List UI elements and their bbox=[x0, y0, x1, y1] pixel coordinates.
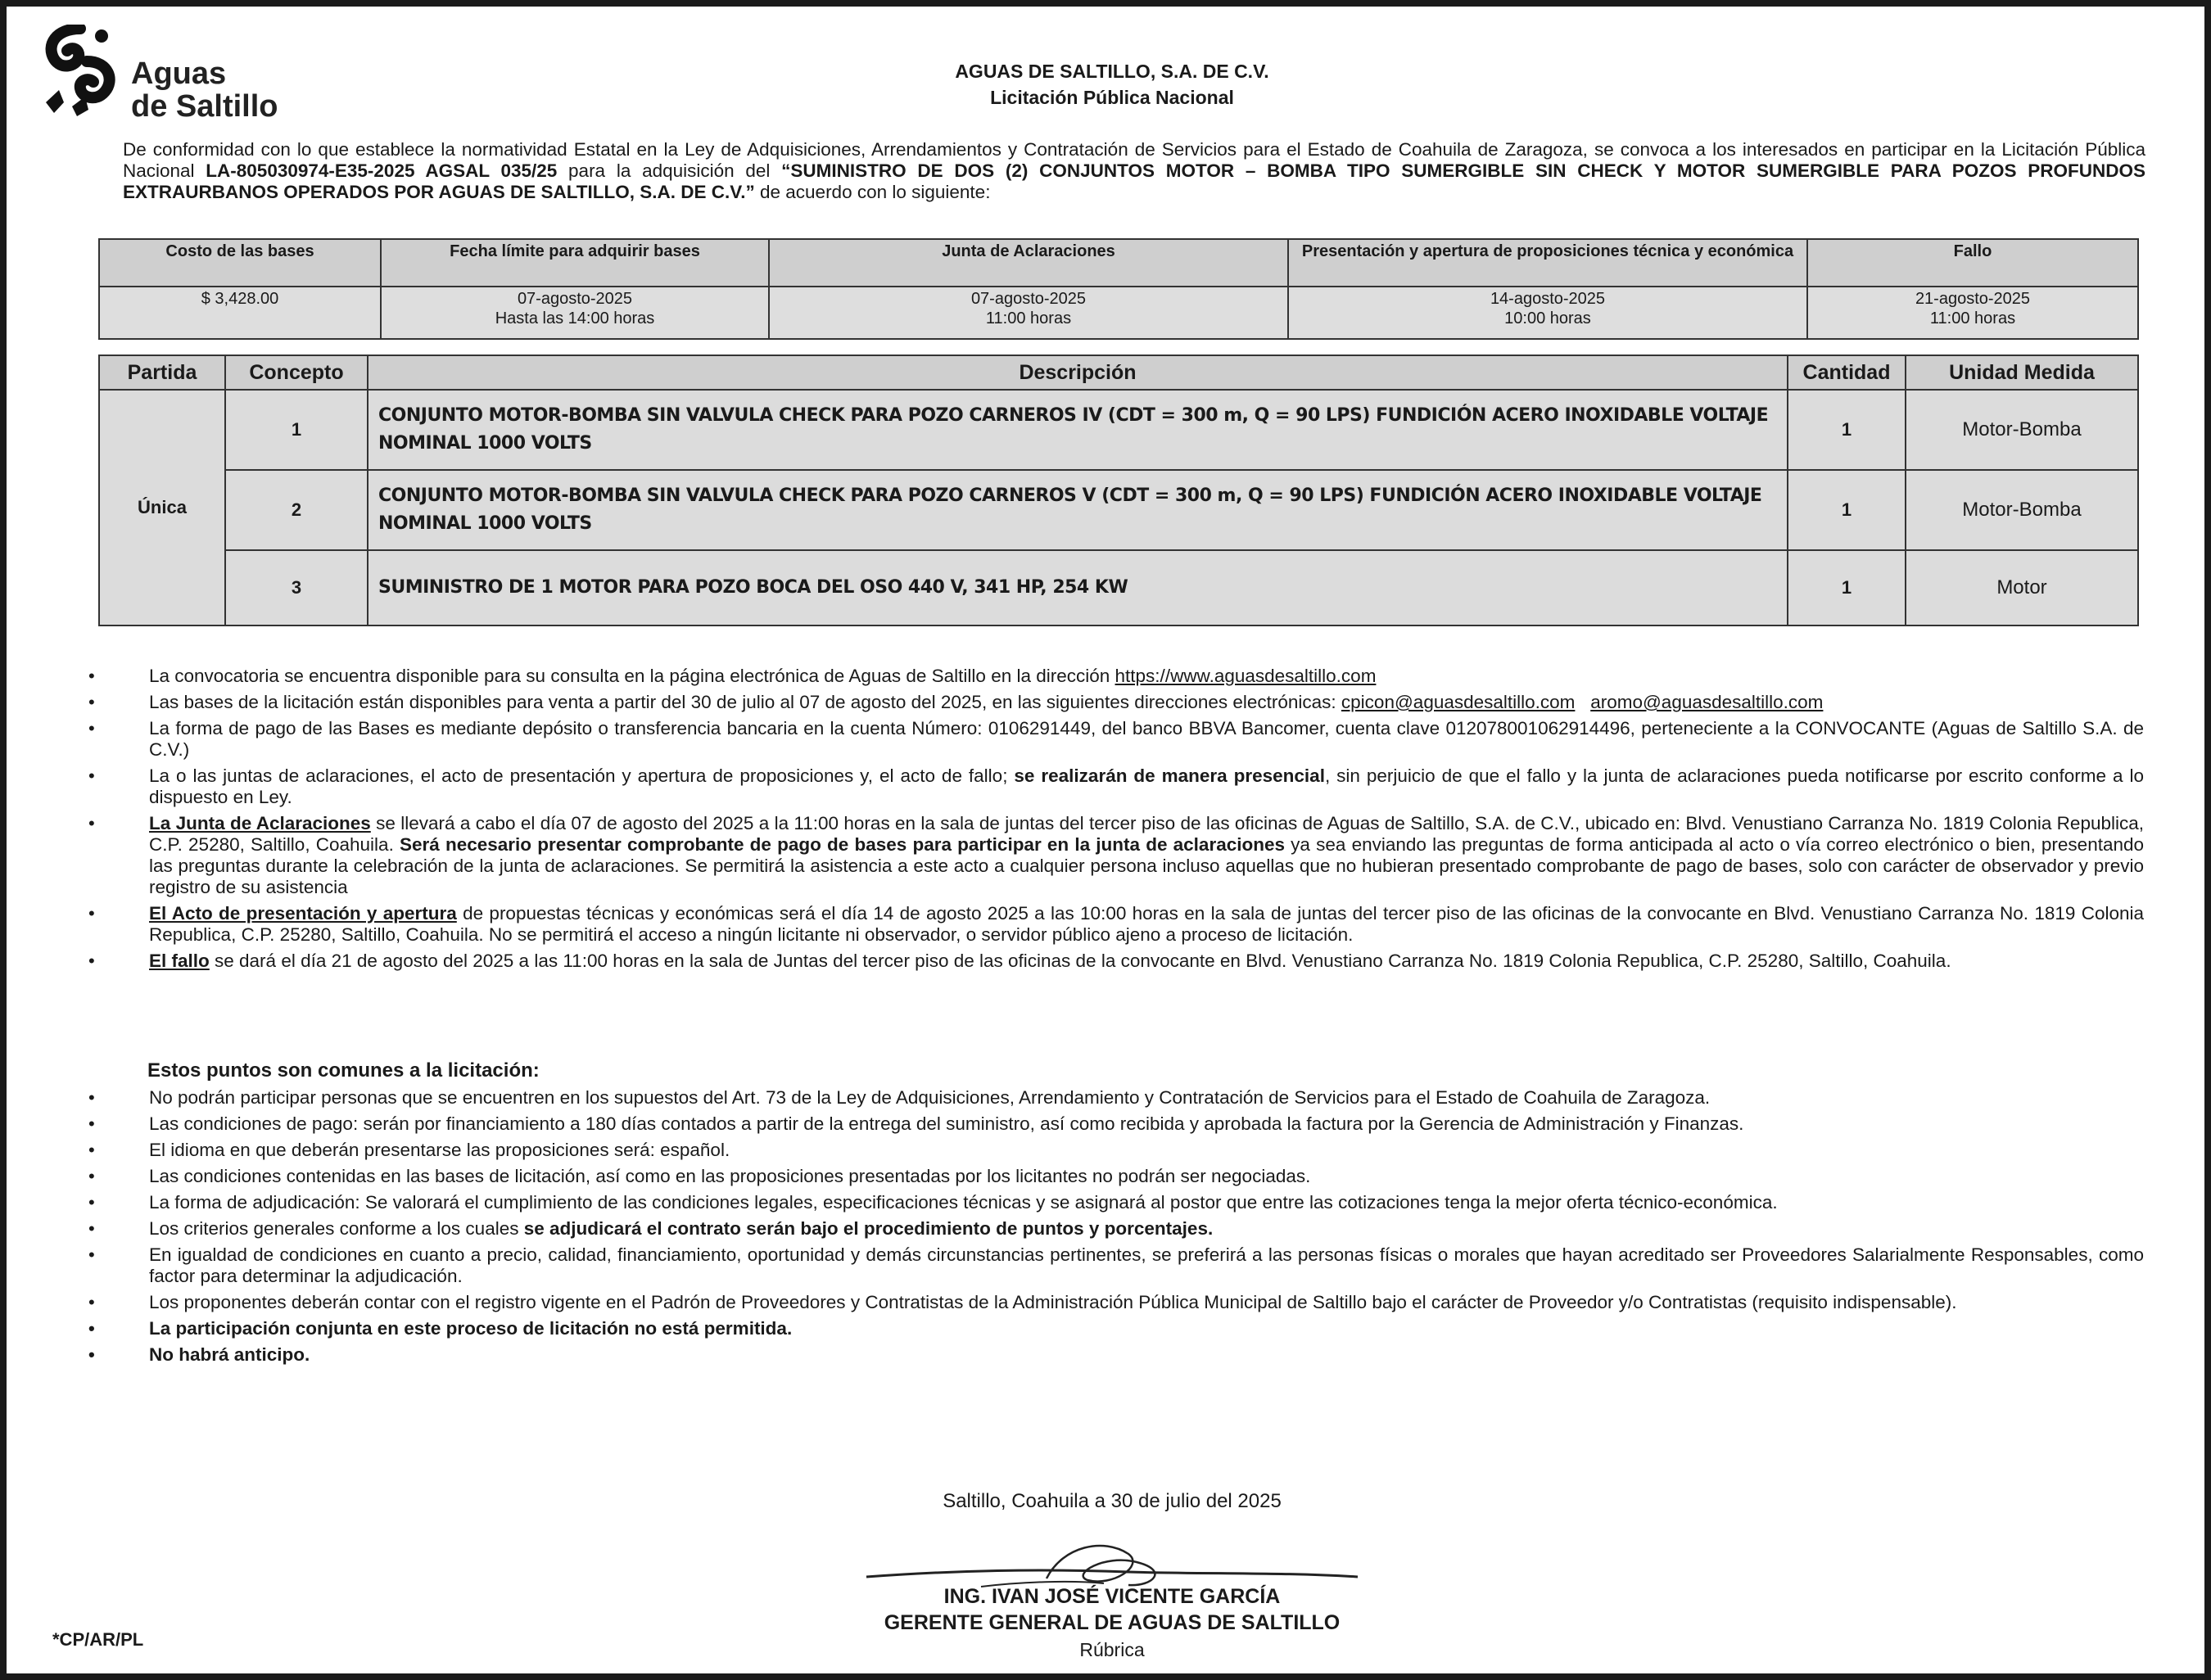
list-item bbox=[88, 1140, 2144, 1161]
schedule-apertura bbox=[1288, 287, 1807, 339]
list-item bbox=[88, 1113, 2144, 1135]
bullet-text: Los proponentes deberán contar con el registro vigente en el Padrón de Proveedores y Contratistas de la Administración Pública Municipal de Saltillo bajo el carácter de Proveedor y/o Contratistas (requisito indispensable). bbox=[149, 1292, 1957, 1312]
bullet-icon: • bbox=[88, 1318, 95, 1339]
schedule-header-apertura: Presentación y apertura de proposiciones técnica y económica bbox=[1288, 239, 1807, 287]
bullet-text: se dará el día 21 de agosto del 2025 a las 11:00 horas en la sala de Juntas del tercer piso de las oficinas de la convocante en Blvd. Venustiano Carranza No. 1819 Colonia Republica, C.P. 25280, Saltillo, Coahuila. bbox=[209, 951, 1951, 971]
schedule-header-deadline: Fecha límite para adquirir bases bbox=[381, 239, 769, 287]
list-item bbox=[88, 1166, 2144, 1187]
list-item bbox=[88, 903, 2144, 946]
tender-code: LA-805030974-E35-2025 AGSAL 035/25 bbox=[206, 160, 558, 181]
bullet-bold: se realizarán de manera presencial bbox=[1014, 765, 1325, 786]
email-link-2[interactable]: aromo@aguasdesaltillo.com bbox=[1590, 692, 1824, 712]
place-date: Saltillo, Coahuila a 30 de julio del 2025 bbox=[943, 1490, 1282, 1512]
bullet-icon: • bbox=[88, 1087, 95, 1108]
descripcion-cell: SUMINISTRO DE 1 MOTOR PARA POZO BOCA DEL OSO 440 V, 341 HP, 254 KW bbox=[368, 550, 1788, 625]
bullet-icon: • bbox=[88, 1113, 95, 1134]
bullet-text: La o las juntas de aclaraciones, el acto de presentación y apertura de proposiciones y, el acto de fallo; bbox=[149, 765, 1015, 786]
list-item bbox=[88, 692, 2144, 713]
common-points-title: Estos puntos son comunes a la licitación: bbox=[147, 1059, 540, 1082]
list-item bbox=[88, 1292, 2144, 1313]
intro-paragraph bbox=[123, 139, 2145, 203]
bullet-bold: Será necesario presentar comprobante de pago de bases para participar en la junta de aclaraciones bbox=[400, 834, 1285, 855]
bullet-icon: • bbox=[88, 718, 95, 738]
list-item bbox=[88, 1087, 2144, 1109]
list-item bbox=[88, 718, 2144, 761]
cantidad-cell: 1 bbox=[1788, 390, 1906, 470]
schedule-fallo bbox=[1807, 287, 2138, 339]
table-row bbox=[99, 550, 2138, 625]
bullet-icon: • bbox=[88, 951, 95, 971]
bullet-text: En igualdad de condiciones en cuanto a precio, calidad, financiamiento, oportunidad y demás circunstancias pertinentes, se preferirá a las personas físicas o morales que hayan acreditado ser Proveedores Salarialmente Responsables, como factor para determinar la adjudicación. bbox=[149, 1244, 2144, 1286]
initials: *CP/AR/PL bbox=[52, 1629, 144, 1650]
logo-line-1: Aguas bbox=[131, 56, 227, 91]
info-bullets bbox=[88, 666, 2144, 977]
bullet-text: No podrán participar personas que se encuentren en los supuestos del Art. 73 de la Ley de Adquisiciones, Arrendamiento y Contratación de Servicios para el Estado de Coahuila de Zaragoza. bbox=[149, 1087, 1711, 1108]
list-item bbox=[88, 1218, 2144, 1240]
junta-date: 07-agosto-2025 bbox=[970, 290, 1087, 308]
bullet-icon: • bbox=[88, 1192, 95, 1213]
bullet-text: se llevará a cabo el día 07 de agosto del 2025 a la 11:00 horas en la sala de juntas del tercer piso de las oficinas de Aguas de Saltillo, S.A. de C.V., ubicado en: Blvd. Venustiano Carranza No. 1819 Colonia Republica, C.P. 25280, Saltillo, Coahuila. bbox=[149, 813, 2144, 855]
tender-object: “SUMINISTRO DE DOS (2) CONJUNTOS MOTOR – BOMBA TIPO SUMERGIBLE SIN CHECK Y MOTOR SUMERGIBLE PARA POZOS PROFUNDOS EXTRAURBANOS OPERADOS POR AGUAS DE SALTILLO, S.A. DE C.V.” bbox=[123, 160, 2145, 202]
bullet-text: de propuestas técnicas y económicas será el día 14 de agosto 2025 a las 10:00 horas en la sala de juntas del tercer piso de las oficinas de la convocante en Blvd. Venustiano Carranza No. 1819 Colonia Republica, C.P. 25280, Saltillo, Coahuila. No se permitirá el acceso a ningún licitante ni observador, o servidor público ajeno a proceso de licitación. bbox=[149, 903, 2144, 945]
table-row bbox=[99, 470, 2138, 550]
items-table bbox=[98, 355, 2139, 626]
list-item bbox=[88, 765, 2144, 808]
unidad-cell: Motor-Bomba bbox=[1906, 390, 2138, 470]
list-item bbox=[88, 666, 2144, 687]
bullet-text: El idioma en que deberán presentarse las proposiciones será: español. bbox=[149, 1140, 730, 1160]
intro-text-3: de acuerdo con lo siguiente: bbox=[754, 182, 991, 202]
bullet-icon: • bbox=[88, 1140, 95, 1160]
bullet-heading: El Acto de presentación y apertura bbox=[149, 903, 457, 924]
list-item bbox=[88, 813, 2144, 898]
tender-type: Licitación Pública Nacional bbox=[990, 87, 1234, 108]
items-header-concepto: Concepto bbox=[225, 355, 368, 390]
signer-position: GERENTE GENERAL DE AGUAS DE SALTILLO bbox=[884, 1611, 1341, 1634]
items-header-partida: Partida bbox=[99, 355, 225, 390]
unidad-cell: Motor bbox=[1906, 550, 2138, 625]
common-bullets bbox=[88, 1087, 2144, 1371]
bullet-text: Las condiciones de pago: serán por financiamiento a 180 días contados a partir de la entrega del suministro, así como recibida y aprobada la factura por la Gerencia de Administración y Finanzas. bbox=[149, 1113, 1744, 1134]
bullet-text: Las bases de la licitación están disponibles para venta a partir del 30 de julio al 07 de agosto del 2025, en las siguientes direcciones electrónicas: bbox=[149, 692, 1341, 712]
bullet-text: La participación conjunta en este proceso de licitación no está permitida. bbox=[149, 1318, 793, 1339]
bullet-text: No habrá anticipo. bbox=[149, 1344, 310, 1365]
bullet-heading: La Junta de Aclaraciones bbox=[149, 813, 371, 833]
list-item bbox=[88, 1344, 2144, 1366]
unidad-cell: Motor-Bomba bbox=[1906, 470, 2138, 550]
bullet-icon: • bbox=[88, 1344, 95, 1365]
schedule-deadline bbox=[381, 287, 769, 339]
list-item bbox=[88, 1318, 2144, 1339]
junta-time: 11:00 horas bbox=[985, 309, 1072, 327]
schedule-cost bbox=[99, 287, 381, 339]
org-title: AGUAS DE SALTILLO, S.A. DE C.V. bbox=[955, 61, 1269, 82]
cantidad-cell: 1 bbox=[1788, 550, 1906, 625]
cost-value: $ 3,428.00 bbox=[201, 290, 279, 308]
list-item bbox=[88, 1244, 2144, 1287]
list-item bbox=[88, 951, 2144, 972]
website-link[interactable]: https://www.aguasdesaltillo.com bbox=[1115, 666, 1377, 686]
deadline-time: Hasta las 14:00 horas bbox=[495, 309, 655, 327]
fallo-date: 21-agosto-2025 bbox=[1915, 290, 2031, 308]
bullet-icon: • bbox=[88, 903, 95, 924]
bullet-heading: El fallo bbox=[149, 951, 210, 971]
items-header-cantidad: Cantidad bbox=[1788, 355, 1906, 390]
bullet-text: Los criterios generales conforme a los cuales bbox=[149, 1218, 524, 1239]
bullet-icon: • bbox=[88, 1166, 95, 1186]
bullet-text: La convocatoria se encuentra disponible para su consulta en la página electrónica de Aguas de Saltillo en la dirección bbox=[149, 666, 1115, 686]
concepto-cell: 2 bbox=[225, 470, 368, 550]
bullet-icon: • bbox=[88, 765, 95, 786]
bullet-text: ya sea enviando las preguntas de forma anticipada al acto o vía correo electrónico o bien, presentando las preguntas durante la celebración de la junta de aclaraciones. Se permitirá la asistencia a este acto a cualquier persona incluso aquellas que no hubieran presentado comprobante de pago de bases, solo con carácter de observador y previo registro de su asistencia bbox=[149, 834, 2145, 897]
intro-text-1: De conformidad con lo que establece la normatividad Estatal en la Ley de Adquisiciones, Arrendamientos y Contratación de Servicios para el Estado de Coahuila de Zaragoza, se convoca a los interesados en participar en la Licitación Pública Nacional bbox=[123, 139, 2145, 181]
partida-cell: Única bbox=[99, 390, 225, 625]
bullet-icon: • bbox=[88, 1292, 95, 1312]
descripcion-cell: CONJUNTO MOTOR-BOMBA SIN VALVULA CHECK PARA POZO CARNEROS V (CDT = 300 m, Q = 90 LPS) FUNDICIÓN ACERO INOXIDABLE VOLTAJE NOMINAL 1000 VOLTS bbox=[368, 470, 1788, 550]
fallo-time: 11:00 horas bbox=[1929, 309, 2016, 327]
cantidad-cell: 1 bbox=[1788, 470, 1906, 550]
table-row bbox=[99, 390, 2138, 470]
signer-name: ING. IVAN JOSÉ VICENTE GARCÍA bbox=[943, 1585, 1281, 1608]
signature-note: Rúbrica bbox=[1079, 1639, 1145, 1660]
bullet-icon: • bbox=[88, 666, 95, 686]
items-header-unidad: Unidad Medida bbox=[1906, 355, 2138, 390]
bullet-icon: • bbox=[88, 813, 95, 833]
schedule-header-fallo: Fallo bbox=[1807, 239, 2138, 287]
apertura-time: 10:00 horas bbox=[1504, 309, 1591, 327]
schedule-header-junta: Junta de Aclaraciones bbox=[769, 239, 1288, 287]
email-link-1[interactable]: cpicon@aguasdesaltillo.com bbox=[1341, 692, 1576, 712]
intro-text-2: para la adquisición del bbox=[557, 160, 782, 181]
bullet-text: Las condiciones contenidas en las bases de licitación, así como en las proposiciones presentadas por los licitantes no podrán ser negociadas. bbox=[149, 1166, 1311, 1186]
bullet-text: La forma de pago de las Bases es mediante depósito o transferencia bancaria en la cuenta Número: 0106291449, del banco BBVA Bancomer, cuenta clave 012078001062914496, perteneciente a la CONVOCANTE (Aguas de Saltillo S.A. de C.V.) bbox=[149, 718, 2144, 760]
logo-line-2: de Saltillo bbox=[131, 89, 278, 124]
concepto-cell: 1 bbox=[225, 390, 368, 470]
schedule-table bbox=[98, 238, 2139, 340]
schedule-junta bbox=[769, 287, 1288, 339]
schedule-header-cost: Costo de las bases bbox=[99, 239, 381, 287]
descripcion-cell: CONJUNTO MOTOR-BOMBA SIN VALVULA CHECK PARA POZO CARNEROS IV (CDT = 300 m, Q = 90 LPS) FUNDICIÓN ACERO INOXIDABLE VOLTAJE NOMINAL 1000 VOLTS bbox=[368, 390, 1788, 470]
bullet-text: La forma de adjudicación: Se valorará el cumplimiento de las condiciones legales, especificaciones técnicas y se asignará al postor que entre las cotizaciones tenga la mejor oferta técnico-económica. bbox=[149, 1192, 1778, 1213]
concepto-cell: 3 bbox=[225, 550, 368, 625]
bullet-icon: • bbox=[88, 692, 95, 712]
bullet-icon: • bbox=[88, 1218, 95, 1239]
items-header-descripcion: Descripción bbox=[368, 355, 1788, 390]
bullet-text: , sin perjuicio de que el fallo y la junta de aclaraciones pueda notificarse por escrito conforme a lo dispuesto en Ley. bbox=[149, 765, 2144, 807]
bullet-icon: • bbox=[88, 1244, 95, 1265]
list-item bbox=[88, 1192, 2144, 1213]
deadline-date: 07-agosto-2025 bbox=[517, 290, 633, 308]
apertura-date: 14-agosto-2025 bbox=[1490, 290, 1606, 308]
bullet-bold: se adjudicará el contrato serán bajo el procedimiento de puntos y porcentajes. bbox=[523, 1218, 1214, 1239]
